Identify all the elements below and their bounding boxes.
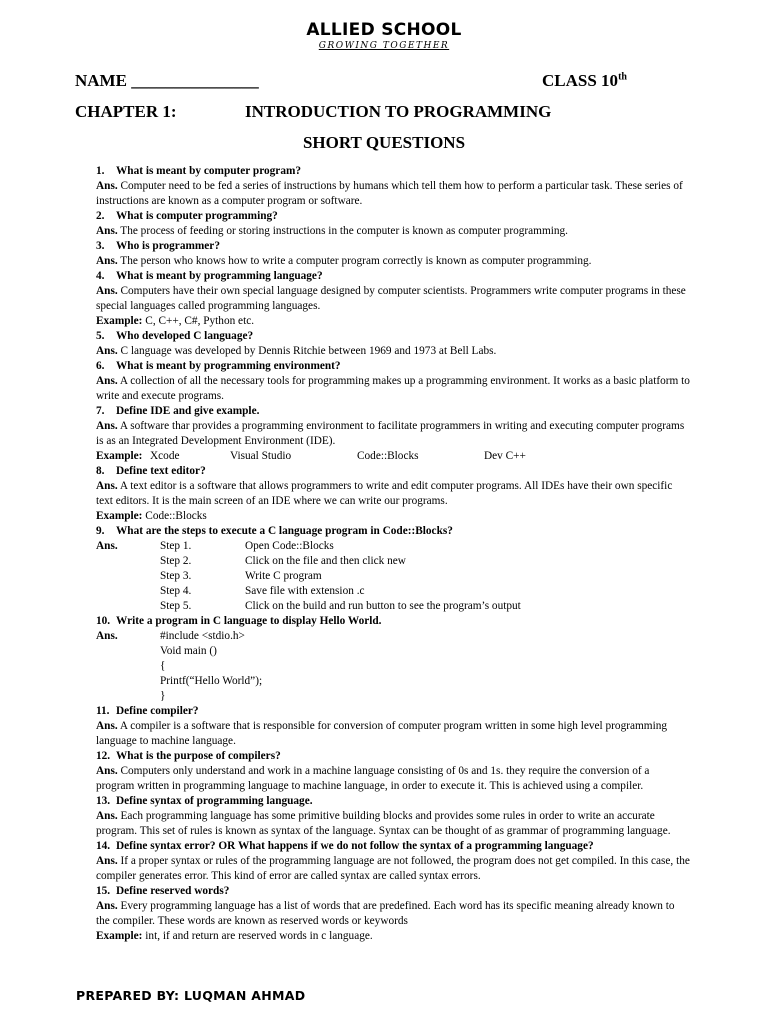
example-item: Code::Blocks (357, 450, 419, 462)
question-heading (96, 704, 690, 719)
question-number: 2. (96, 210, 105, 222)
example-item: Xcode (150, 450, 180, 462)
answer-label (96, 689, 160, 704)
step-label: Step 3. (160, 570, 192, 582)
code-text: #include <stdio.h> (160, 630, 245, 642)
code-line (96, 629, 690, 644)
question-heading (96, 749, 690, 764)
answer-label: Ans. (96, 900, 118, 912)
question-number: 9. (96, 525, 105, 537)
answer-label: Ans. (96, 810, 118, 822)
example-item: Visual Studio (230, 450, 292, 462)
answer-body: A collection of all the necessary tools for programming makes up a programming environment. It works as a basic platform to write and execute programs. (96, 375, 690, 402)
question-text: What are the steps to execute a C language program in Code::Blocks? (116, 525, 453, 537)
answer-label: Ans. (96, 180, 118, 192)
question-text: What is meant by programming environment? (116, 360, 341, 372)
answer-text (96, 179, 690, 209)
question-heading (96, 359, 690, 374)
answer-body: Computers have their own special language designed by computer scientists. Programmers write computer programs in these special languages called programming languages. (96, 285, 686, 312)
question-text: What is the purpose of compilers? (116, 750, 281, 762)
answer-body: A text editor is a software that allows programmers to write and edit computer programs. All IDEs have their own specific text editors. It is the main screen of an IDE where we can write our programs. (96, 480, 673, 507)
name-field: NAME _______________ (75, 71, 259, 90)
code-text: Printf(“Hello World”); (160, 675, 263, 687)
question-number: 10. (96, 615, 111, 627)
answer-text (96, 419, 690, 449)
code-text: { (160, 660, 166, 672)
answer-label: Ans. (96, 285, 118, 297)
question-heading (96, 164, 690, 179)
answer-body: If a proper syntax or rules of the programming language are not followed, the program does not get compiled. In this case, the compiler generates error. This kind of error are called syntax are called syntax errors. (96, 855, 690, 882)
answer-label (96, 674, 160, 689)
question-heading (96, 209, 690, 224)
question-heading (96, 329, 690, 344)
class-superscript: th (618, 71, 627, 83)
school-name: ALLIED SCHOOL (306, 20, 462, 40)
answer-label (96, 599, 160, 614)
code-line (96, 674, 690, 689)
question-text: What is meant by computer program? (116, 165, 302, 177)
question-text: Who is programmer? (116, 240, 220, 252)
example-label: Example: (96, 930, 143, 942)
answer-text (96, 764, 690, 794)
chapter-label: CHAPTER 1: (75, 102, 177, 121)
answer-label: Ans. (96, 480, 118, 492)
answer-label (96, 554, 160, 569)
question-text: Write a program in C language to display Hello World. (116, 615, 382, 627)
code-text: } (160, 690, 166, 702)
question-heading (96, 794, 690, 809)
example-line (96, 314, 690, 329)
answer-label: Ans. (96, 225, 118, 237)
question-number: 5. (96, 330, 105, 342)
question-number: 14. (96, 840, 111, 852)
code-line (96, 659, 690, 674)
step-row (96, 554, 690, 569)
question-number: 8. (96, 465, 105, 477)
question-heading (96, 464, 690, 479)
question-number: 15. (96, 885, 111, 897)
question-text: Define IDE and give example. (116, 405, 260, 417)
step-label: Step 1. (160, 540, 192, 552)
answer-label: Ans. (96, 765, 118, 777)
question-number: 12. (96, 750, 111, 762)
answer-label: Ans. (96, 375, 118, 387)
question-heading (96, 269, 690, 284)
class-text: CLASS 10 (542, 71, 619, 90)
question-heading (96, 404, 690, 419)
question-text: Define syntax of programming language. (116, 795, 313, 807)
question-heading (96, 524, 690, 539)
answer-body: The process of feeding or storing instructions in the computer is known as computer programming. (120, 225, 568, 237)
step-text: Click on the file and then click new (245, 555, 406, 567)
section-title: SHORT QUESTIONS (302, 133, 466, 152)
answer-text (96, 374, 690, 404)
example-label: Example: (96, 315, 143, 327)
step-row (96, 599, 690, 614)
answer-body: Computers only understand and work in a machine language consisting of 0s and 1s. they require the conversion of a program written in programming language to machine language, in order to execute it. This is achieved using a compiler. (96, 765, 650, 792)
answer-label: Ans. (96, 345, 118, 357)
question-text: Define reserved words? (116, 885, 230, 897)
code-text: Void main () (160, 645, 217, 657)
answer-label: Ans. (96, 255, 118, 267)
example-line (96, 509, 690, 524)
step-row (96, 584, 690, 599)
answer-text (96, 719, 690, 749)
example-value: int, if and return are reserved words in c language. (145, 930, 373, 942)
answer-body: C language was developed by Dennis Ritchie between 1969 and 1973 at Bell Labs. (120, 345, 497, 357)
school-tagline: GROWING TOGETHER (318, 41, 450, 51)
question-number: 3. (96, 240, 105, 252)
answer-text (96, 854, 690, 884)
examples-row (96, 449, 690, 464)
questions-list (96, 164, 690, 944)
step-row (96, 539, 690, 554)
answer-text (96, 899, 690, 929)
example-value: C, C++, C#, Python etc. (145, 315, 255, 327)
example-label: Example: (96, 450, 143, 462)
answer-text (96, 344, 690, 359)
example-label: Example: (96, 510, 143, 522)
answer-body: Every programming language has a list of words that are predefined. Each word has its specific meaning already known to the compiler. These words are known as reserved words or keywords (96, 900, 675, 927)
question-text: What is computer programming? (116, 210, 278, 222)
footer-prepared-by: PREPARED BY: LUQMAN AHMAD (76, 988, 306, 1003)
question-text: Define text editor? (116, 465, 206, 477)
answer-label (96, 584, 160, 599)
answer-label (96, 659, 160, 674)
question-number: 13. (96, 795, 111, 807)
example-value: Code::Blocks (145, 510, 207, 522)
question-text: Who developed C language? (116, 330, 254, 342)
question-heading (96, 239, 690, 254)
answer-text (96, 254, 690, 269)
answer-label: Ans. (96, 720, 118, 732)
step-text: Write C program (245, 570, 322, 582)
question-heading (96, 614, 690, 629)
question-number: 6. (96, 360, 105, 372)
answer-body: Computer need to be fed a series of instructions by humans which tell them how to perform a particular task. These series of instructions are known as a computer program or software. (96, 180, 683, 207)
question-text: Define syntax error? OR What happens if we do not follow the syntax of a programming language? (116, 840, 594, 852)
answer-label: Ans. (96, 630, 118, 642)
answer-text (96, 284, 690, 314)
answer-text (96, 224, 690, 239)
answer-text (96, 479, 690, 509)
answer-label: Ans. (96, 420, 118, 432)
question-number: 7. (96, 405, 105, 417)
example-line (96, 929, 690, 944)
answer-label: Ans. (96, 540, 118, 552)
step-text: Click on the build and run button to see the program’s output (245, 600, 521, 612)
step-text: Open Code::Blocks (245, 540, 334, 552)
example-item: Dev C++ (484, 450, 526, 462)
code-line (96, 644, 690, 659)
answer-body: A compiler is a software that is responsible for conversion of computer program written in some high level programming language to machine language. (96, 720, 668, 747)
step-row (96, 569, 690, 584)
answer-label (96, 569, 160, 584)
question-number: 11. (96, 705, 110, 717)
code-line (96, 689, 690, 704)
question-heading (96, 839, 690, 854)
step-label: Step 4. (160, 585, 192, 597)
step-label: Step 2. (160, 555, 192, 567)
answer-text (96, 809, 690, 839)
answer-body: Each programming language has some primitive building blocks and provides some rules in order to write an accurate program. This set of rules is known as syntax of the language. Syntax can be thought of as grammar of programming language. (96, 810, 671, 837)
question-heading (96, 884, 690, 899)
class-label (542, 71, 627, 91)
question-number: 1. (96, 165, 105, 177)
answer-body: The person who knows how to write a computer program correctly is known as computer programming. (120, 255, 592, 267)
answer-label: Ans. (96, 855, 118, 867)
question-number: 4. (96, 270, 105, 282)
answer-body: A software thar provides a programming environment to facilitate programmers in writing and executing computer programs is as an Integrated Development Environment (IDE). (96, 420, 685, 447)
step-label: Step 5. (160, 600, 192, 612)
answer-label (96, 644, 160, 659)
chapter-title: INTRODUCTION TO PROGRAMMING (245, 102, 552, 121)
step-text: Save file with extension .c (245, 585, 365, 597)
question-text: What is meant by programming language? (116, 270, 323, 282)
question-text: Define compiler? (116, 705, 199, 717)
